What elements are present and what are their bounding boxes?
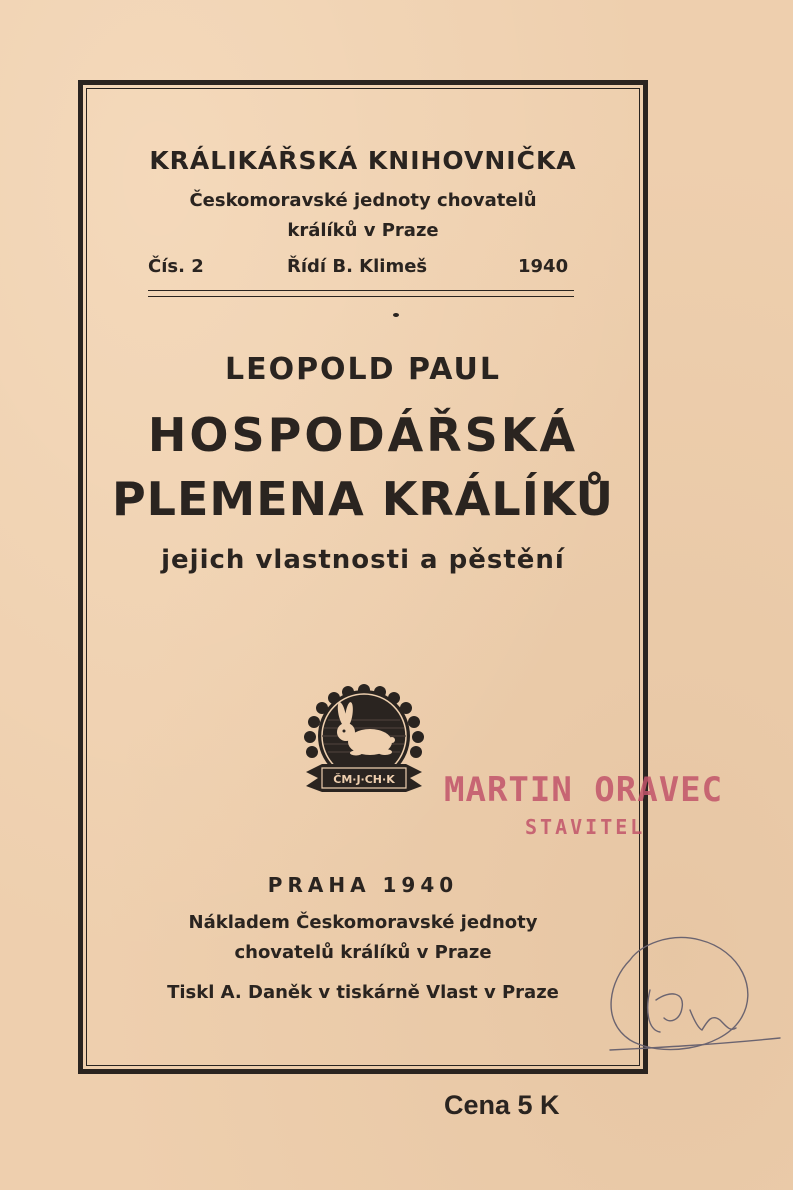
- owner-stamp-name: MARTIN ORAVEC: [444, 770, 724, 810]
- divider-rule-bottom: [148, 296, 574, 297]
- handwritten-signature: [590, 920, 790, 1070]
- divider-rule-top: [148, 290, 574, 291]
- book-title-line1: HOSPODÁŘSKÁ: [147, 408, 579, 462]
- imprint-publisher-line2: chovatelů králíků v Praze: [234, 942, 492, 963]
- imprint-place-year: PRAHA 1940: [267, 873, 459, 897]
- rabbit-emblem-icon: [300, 680, 428, 802]
- book-title-line2: PLEMENA KRÁLÍKŮ: [111, 472, 615, 526]
- series-publisher-line2: králíků v Praze: [287, 220, 439, 241]
- book-subtitle: jejich vlastnosti a pěstění: [161, 545, 565, 575]
- series-year: 1940: [518, 256, 569, 277]
- book-author: LEOPOLD PAUL: [224, 352, 502, 387]
- price-label: Cena 5 K: [444, 1090, 560, 1120]
- series-number: Čís. 2: [148, 256, 204, 277]
- owner-stamp-role: STAVITEL: [525, 815, 646, 839]
- imprint-printer: Tiskl A. Daněk v tiskárně Vlast v Praze: [167, 982, 559, 1003]
- series-editor: Řídí B. Klimeš: [287, 256, 428, 277]
- ornament-dot: [393, 313, 399, 317]
- series-publisher-line1: Českomoravské jednoty chovatelů: [189, 190, 537, 211]
- imprint-publisher-line1: Nákladem Českomoravské jednoty: [188, 912, 538, 933]
- emblem-banner-text: ČM·J·CH·K: [333, 773, 395, 786]
- series-title: KRÁLIKÁŘSKÁ KNIHOVNIČKA: [149, 146, 577, 175]
